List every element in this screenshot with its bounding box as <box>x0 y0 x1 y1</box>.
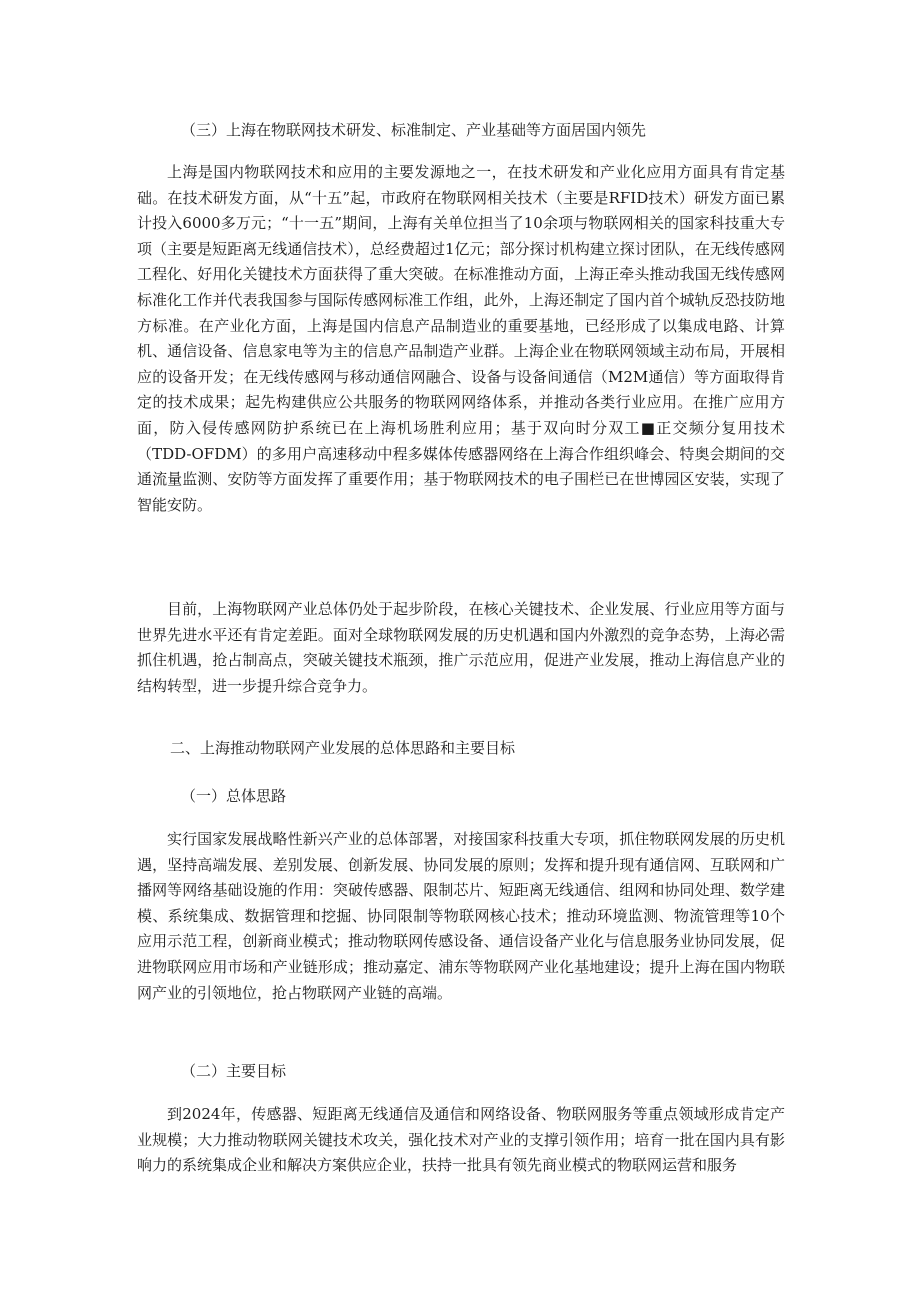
paragraph-current-status: 目前，上海物联网产业总体仍处于起步阶段，在核心关键技术、企业发展、行业应用等方面与世界先进水平还有肯定差距。面对全球物联网发展的历史机遇和国内外激烈的竞争态势，上海必需抓住机遇，抢占制高点，突破关键技术瓶颈，推广示范应用，促进产业发展，推动上海信息产业的结构转型，进一步提升综合竞争力。 <box>137 600 785 695</box>
heading-overall-approach: （一）总体思路 <box>181 787 287 805</box>
paragraph-main-goals: 到2024年，传感器、短距离无线通信及通信和网络设备、物联网服务等重点领域形成肯定产业规模；大力推动物联网关键技术攻关，强化技术对产业的支撑引领作用；培育一批在国内具有影响力的系统集成企业和解决方案供应企业，扶持一批具有领先商业模式的物联网运营和服务 <box>137 1105 785 1175</box>
paragraph-tech-foundation: 上海是国内物联网技术和应用的主要发源地之一，在技术研发和产业化应用方面具有肯定基础。在技术研发方面，从“十五”起，市政府在物联网相关技术（主要是RFID技术）研发方面已累计投入6000多万元；“十一五”期间，上海有关单位担当了10余项与物联网相关的国家科技重大专项（主要是短距离无线通信技术），总经费超过1亿元；部分探讨机构建立探讨团队，在无线传感网工程化、好用化关键技术方面获得了重大突破。在标准推动方面，上海正牵头推动我国无线传感网标准化工作并代表我国参与国际传感网标准工作组，此外，上海还制定了国内首个城轨反恐技防地方标准。在产业化方面，上海是国内信息产品制造业的重要基地，已经形成了以集成电路、计算机、通信设备、信息家电等为主的信息产品制造产业群。上海企业在物联网领域主动布局，开展相应的设备开发；在无线传感网与移动通信网融合、设备与设备间通信（M2M通信）等方面取得肯定的技术成果；起先构建供应公共服务的物联网网络体系，并推动各类行业应用。在推广应用方面，防入侵传感网防护系统已在上海机场胜利应用；基于双向时分双工■正交频分复用技术（TDD-OFDM）的多用户高速移动中程多媒体传感器网络在上海合作组织峰会、特奥会期间的交通流量监测、安防等方面发挥了重要作用；基于物联网技术的电子围栏已在世博园区安装，实现了智能安防。 <box>137 163 785 514</box>
heading-section-two: 二、上海推动物联网产业发展的总体思路和主要目标 <box>170 739 516 757</box>
heading-shanghai-leading: （三）上海在物联网技术研发、标准制定、产业基础等方面居国内领先 <box>181 121 647 139</box>
paragraph-overall-approach: 实行国家发展战略性新兴产业的总体部署，对接国家科技重大专项，抓住物联网发展的历史机遇，坚持高端发展、差别发展、创新发展、协同发展的原则；发挥和提升现有通信网、互联网和广播网等网络基础设施的作用：突破传感器、限制芯片、短距离无线通信、组网和协同处理、数学建模、系统集成、数据管理和挖掘、协同限制等物联网核心技术；推动环境监测、物流管理等10个应用示范工程，创新商业模式；推动物联网传感设备、通信设备产业化与信息服务业协同发展，促进物联网应用市场和产业链形成；推动嘉定、浦东等物联网产业化基地建设；提升上海在国内物联网产业的引领地位，抢占物联网产业链的高端。 <box>137 830 785 1002</box>
heading-main-goals: （二）主要目标 <box>181 1062 287 1080</box>
